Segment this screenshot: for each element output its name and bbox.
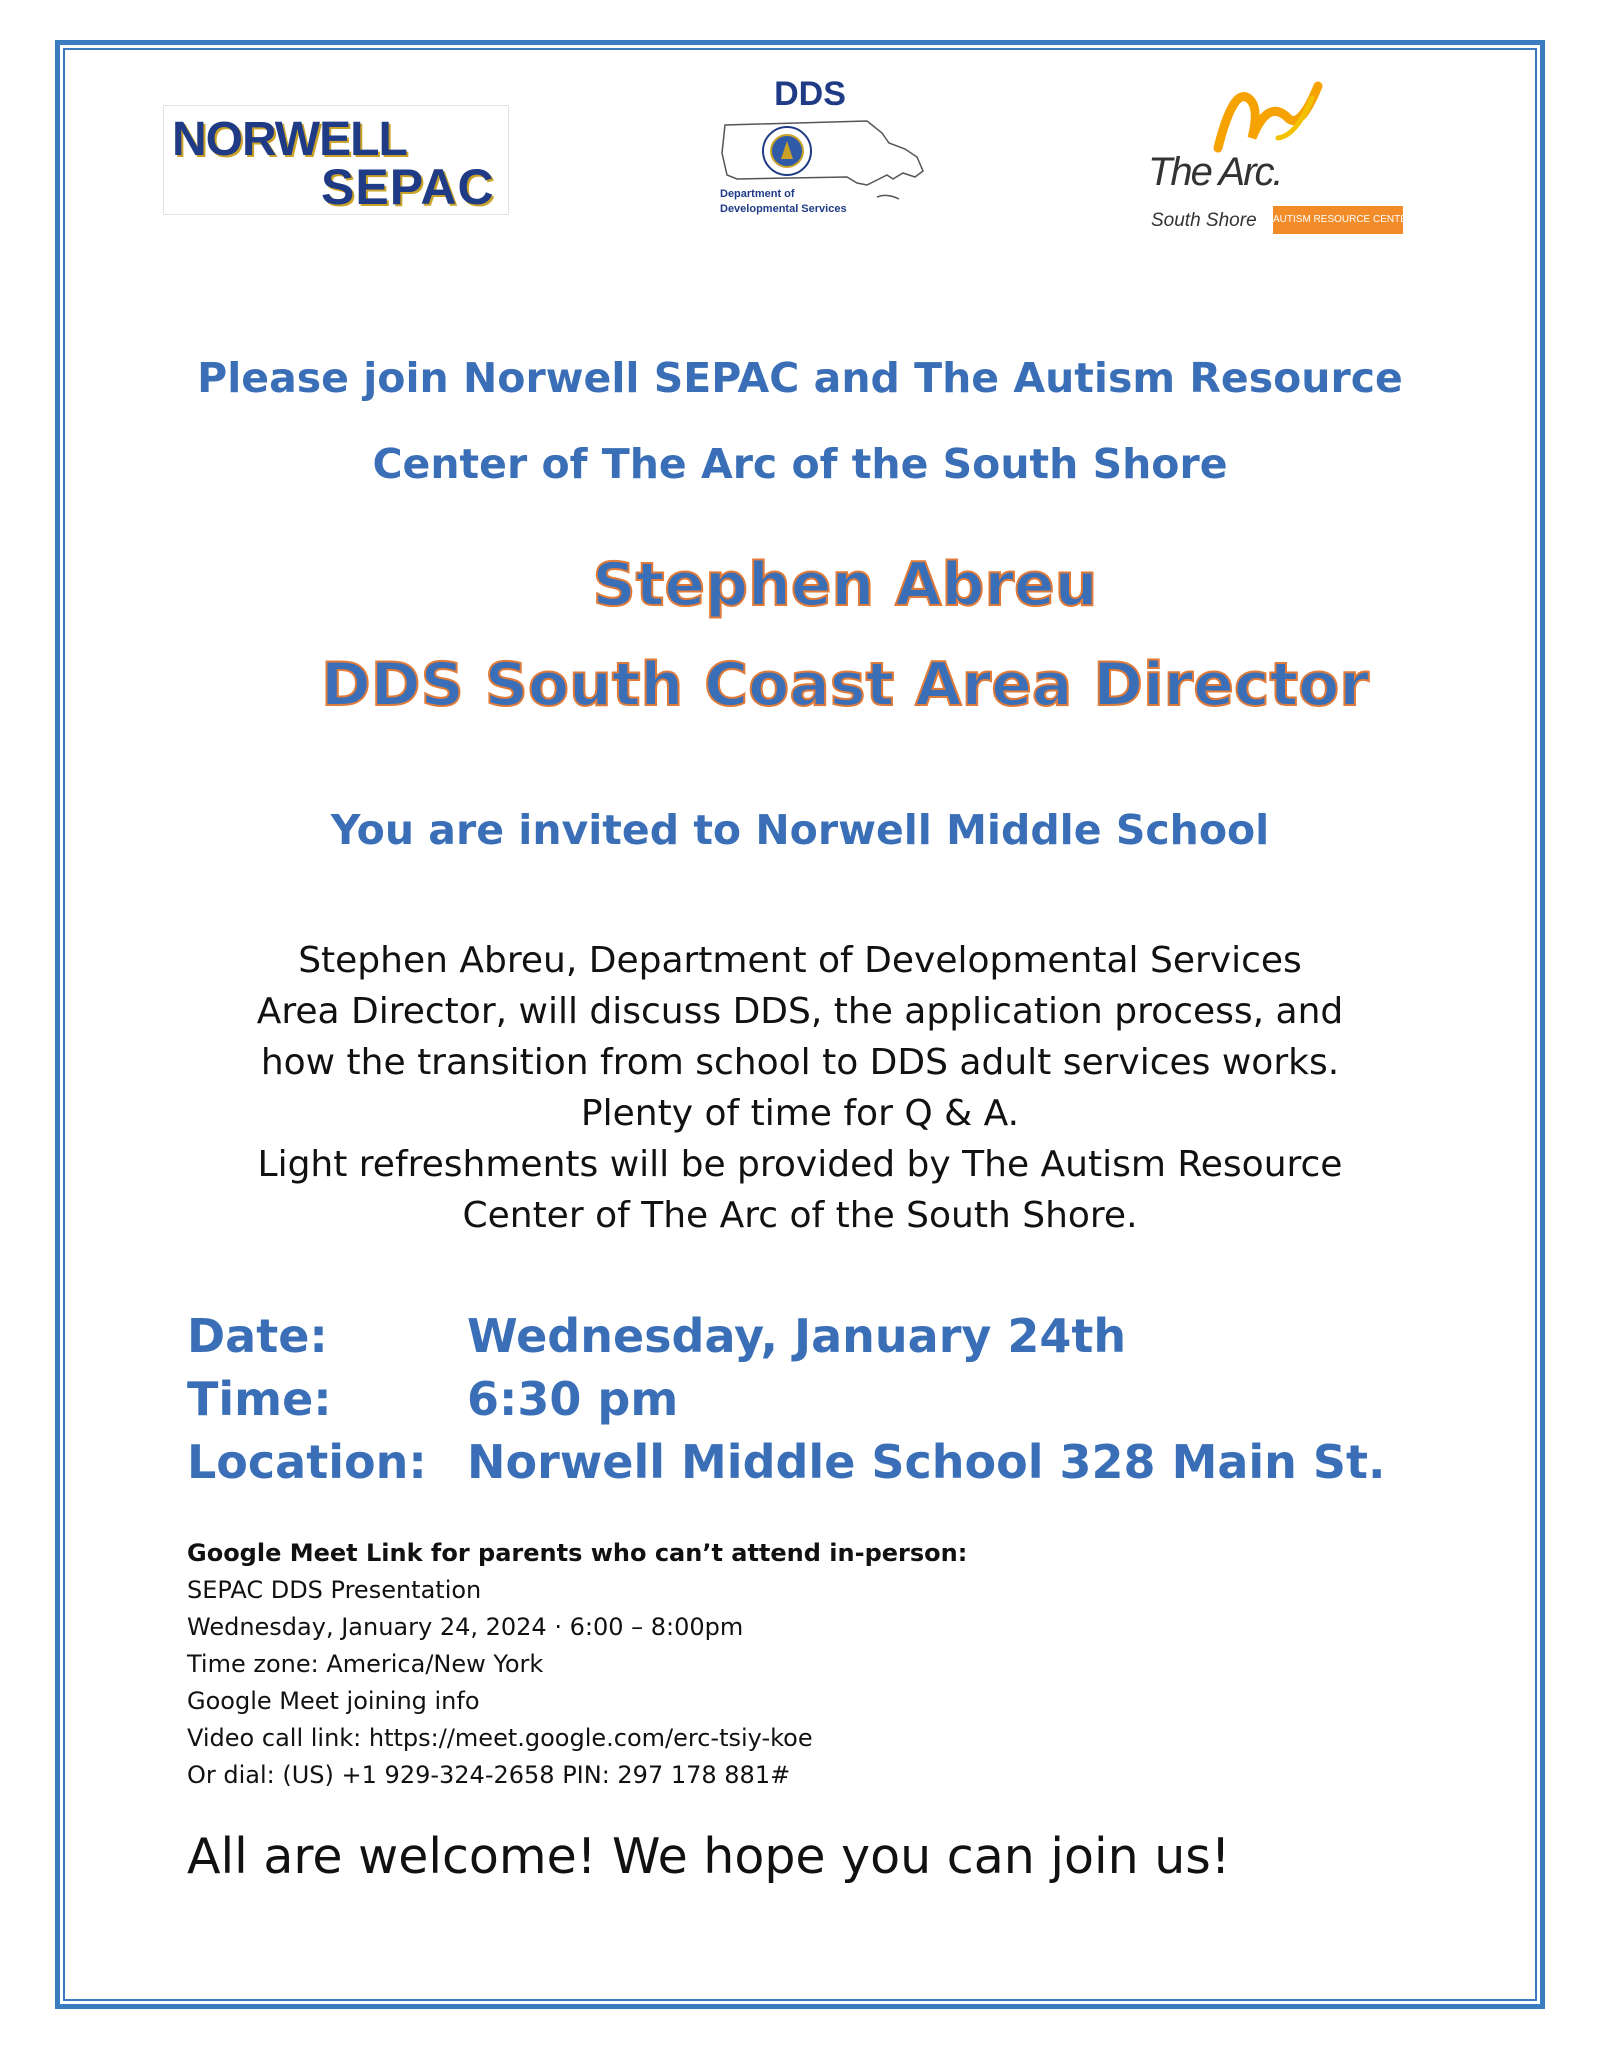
dds-subtitle-line2: Developmental Services [720, 203, 847, 215]
intro-heading [160, 335, 1440, 507]
time-row [187, 1368, 1437, 1431]
google-meet-info [187, 1535, 1287, 1794]
the-arc-logo [1148, 78, 1415, 238]
intro-line1: Please join Norwell SEPAC and The Autism Resource [197, 354, 1403, 402]
meet-heading: Google Meet Link for parents who can’t attend in-person: [187, 1539, 968, 1567]
speaker-name: Stephen Abreu [592, 550, 1098, 620]
location-label: Location: [187, 1435, 427, 1489]
location-value: Norwell Middle School 328 Main St. [467, 1435, 1386, 1489]
arc-logo-name: The Arc. [1148, 150, 1282, 194]
date-value: Wednesday, January 24th [467, 1309, 1127, 1363]
dds-logo-subtitle [720, 187, 847, 217]
time-label: Time: [187, 1372, 332, 1426]
description-line: Light refreshments will be provided by The Autism Resource [257, 1144, 1343, 1185]
norwell-logo-line2: SEPAC [321, 159, 495, 215]
invite-heading: You are invited to Norwell Middle School [330, 806, 1270, 854]
time-value: 6:30 pm [467, 1372, 679, 1426]
speaker-heading [245, 535, 1445, 735]
welcome-message: All are welcome! We hope you can join us! [187, 1828, 1231, 1885]
meet-joining-info: Google Meet joining info [187, 1687, 480, 1715]
arc-logo-subtitle: South Shore [1151, 210, 1257, 231]
description-line: how the transition from school to DDS adult services works. [260, 1042, 1340, 1083]
description-line: Plenty of time for Q & A. [580, 1093, 1020, 1134]
arc-swoosh-icon [1208, 78, 1328, 158]
date-label: Date: [187, 1309, 328, 1363]
norwell-logo-line1: NORWELL [172, 113, 407, 166]
description-line: Area Director, will discuss DDS, the application process, and [256, 991, 1344, 1032]
meet-date-time: Wednesday, January 24, 2024 · 6:00 – 8:00pm [187, 1613, 744, 1641]
speaker-title: DDS South Coast Area Director [321, 650, 1369, 720]
location-row [187, 1431, 1437, 1494]
autism-resource-center-badge: AUTISM RESOURCE CENTER [1273, 206, 1403, 234]
dds-logo [717, 75, 927, 225]
dds-logo-title: DDS [774, 75, 846, 113]
description-line: Stephen Abreu, Department of Developmental Services [298, 940, 1302, 981]
meet-event-name: SEPAC DDS Presentation [187, 1576, 482, 1604]
intro-line2: Center of The Arc of the South Shore [372, 440, 1228, 488]
meet-dial-in: Or dial: (US) +1 929-324-2658 PIN: 297 178 881# [187, 1761, 791, 1789]
dds-subtitle-line1: Department of [720, 188, 795, 200]
event-description [160, 935, 1440, 1241]
meet-time-zone: Time zone: America/New York [187, 1650, 544, 1678]
norwell-sepac-logo [163, 105, 509, 215]
description-line: Center of The Arc of the South Shore. [462, 1195, 1138, 1236]
meet-video-link[interactable]: Video call link: https://meet.google.com/erc-tsiy-koe [187, 1724, 813, 1752]
event-details [187, 1305, 1437, 1494]
date-row [187, 1305, 1437, 1368]
